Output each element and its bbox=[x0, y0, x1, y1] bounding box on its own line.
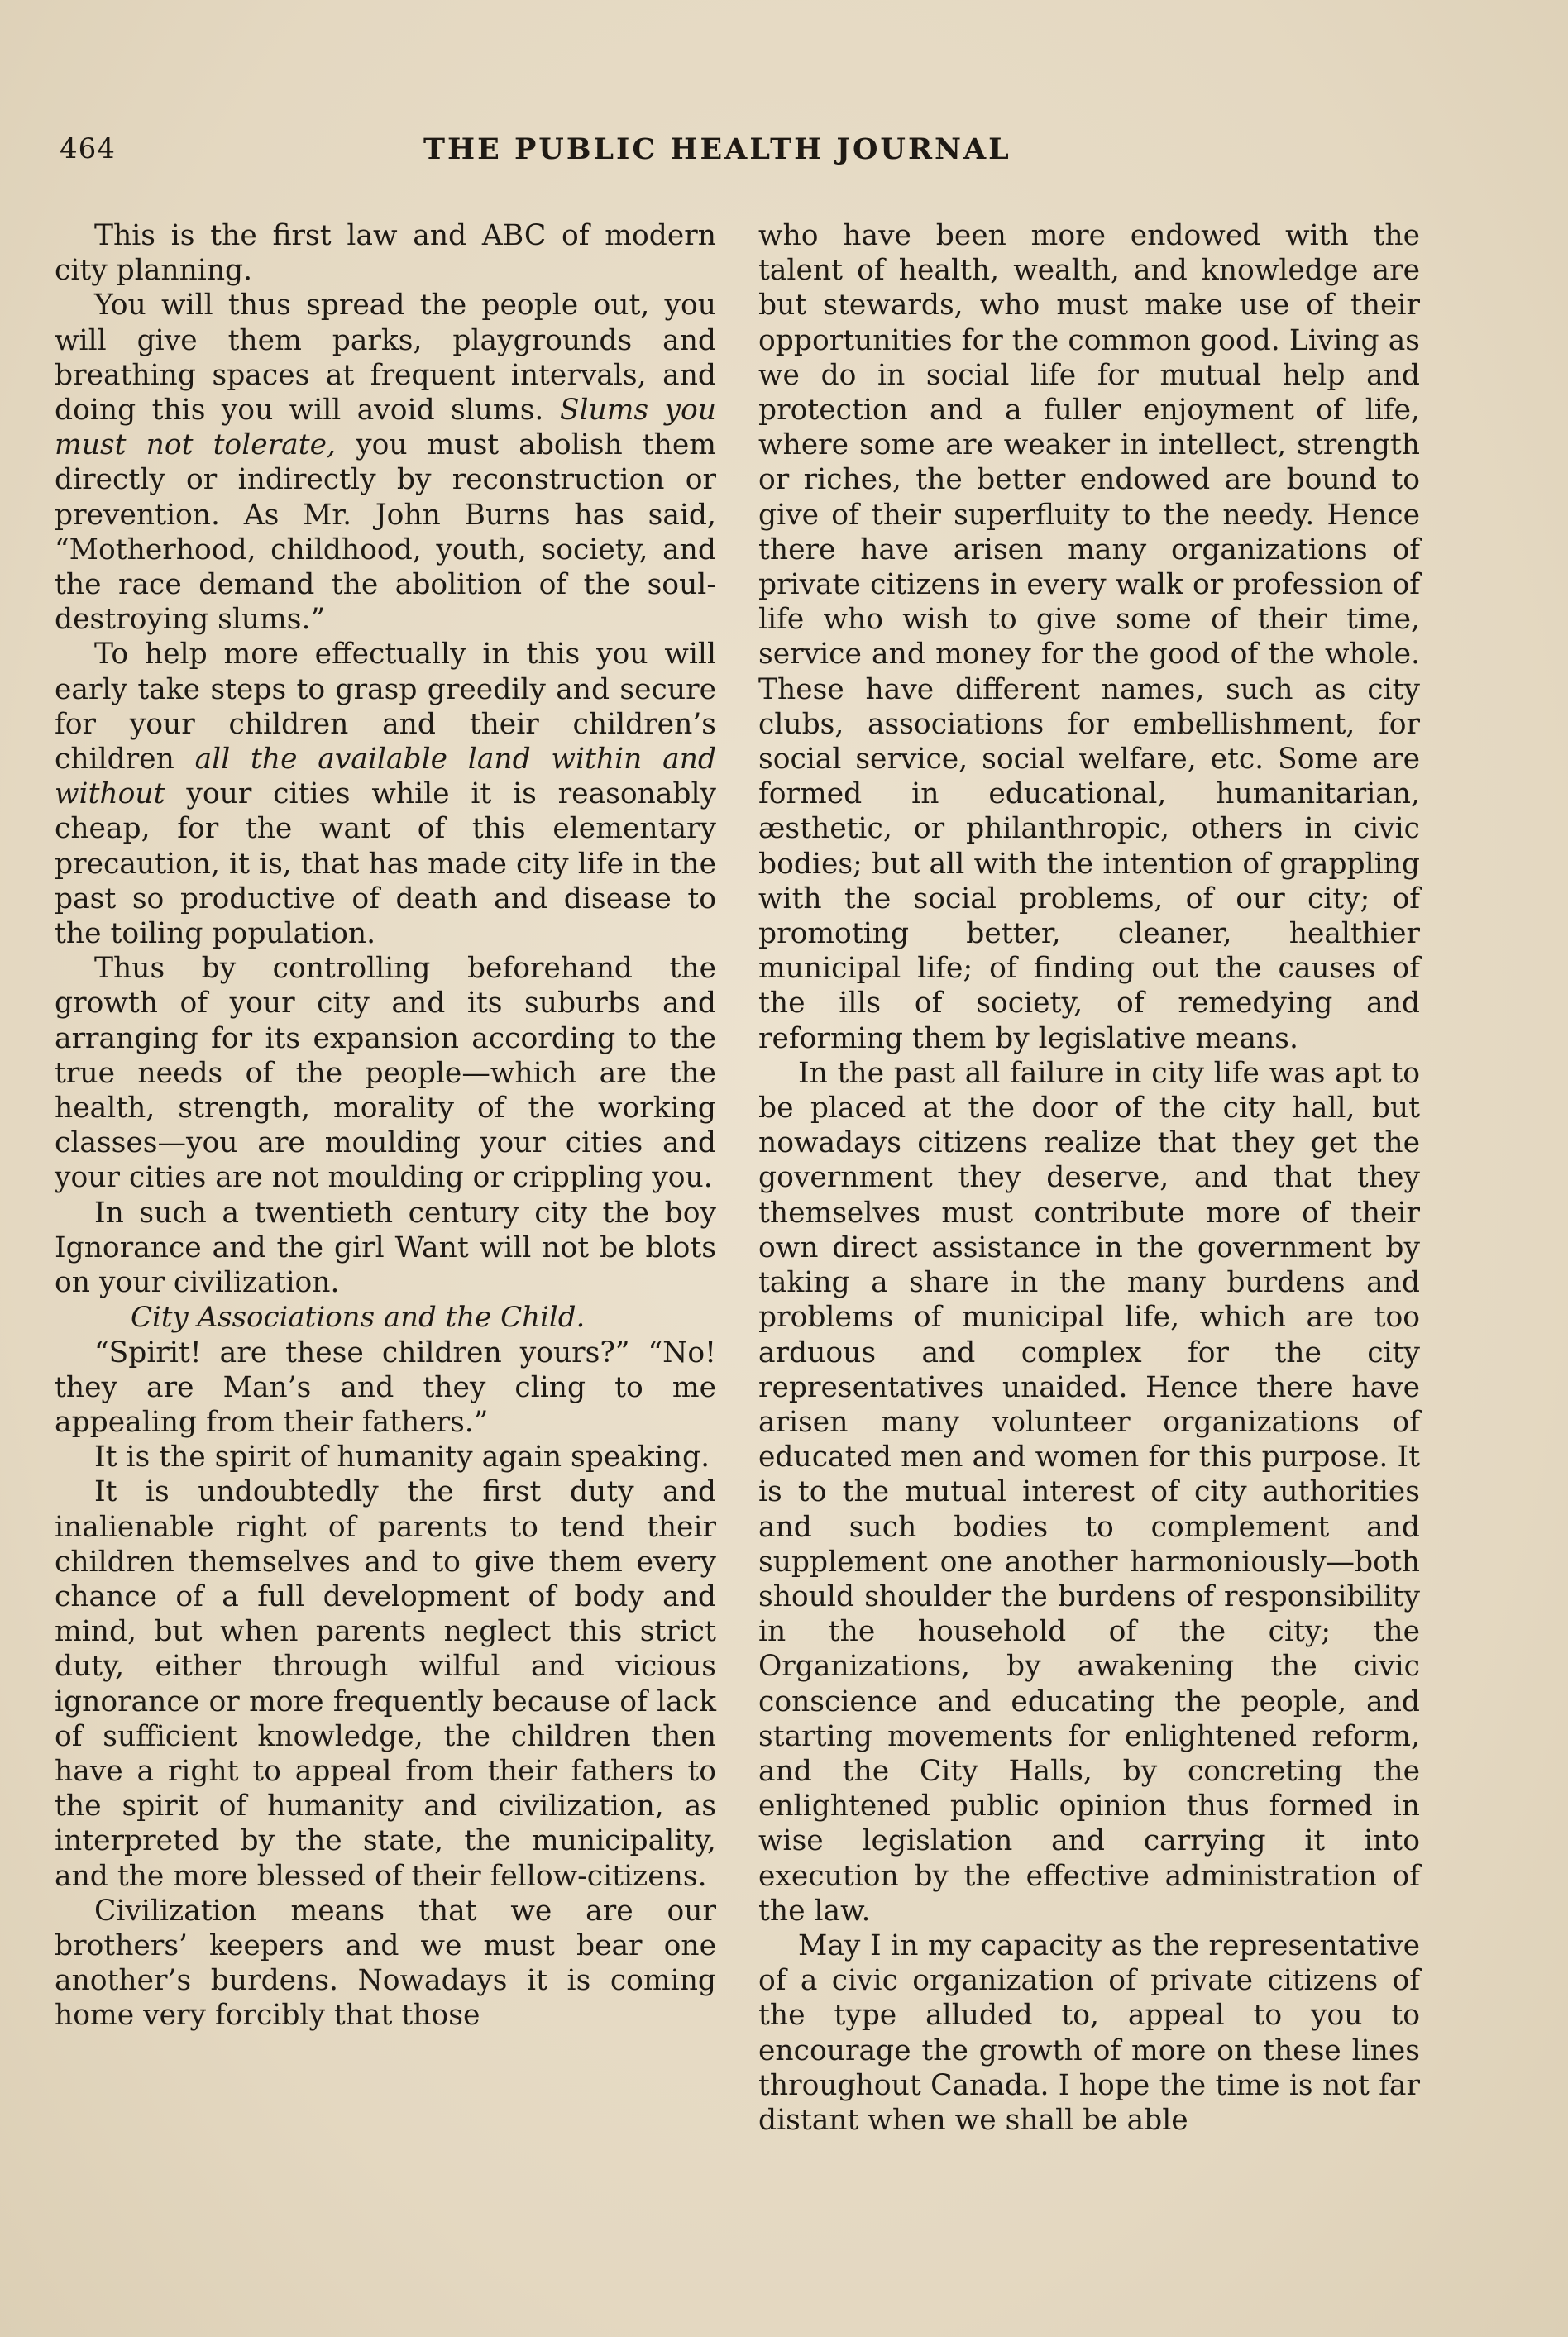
paragraph: “Spirit! are these children yours?” “No! they are Man’s and they cling to me appealing from their fathers.” bbox=[55, 1336, 716, 1439]
paragraph: Civilization means that we are our brothers’ keepers and we must bear one another’s burdens. Nowadays it is coming home very forcibly that those bbox=[55, 1894, 716, 2033]
paragraph bbox=[55, 637, 716, 951]
paragraph-text: You will thus spread the people out, you will give them parks, playgrounds and breathing spaces at frequent intervals, and doing this you will avoid slums. bbox=[55, 289, 716, 428]
left-column bbox=[55, 218, 716, 2034]
right-column bbox=[758, 218, 1420, 2138]
paragraph-text: To help more effectually in this you will early take steps to grasp greedily and secure for your children and their children’s children bbox=[55, 638, 716, 777]
paragraph-text: your cities while it is reasonably cheap, for the want of this elementary precaution, it is, that has made city life in the past so productive of death and disease to the toiling population. bbox=[55, 777, 717, 951]
section-subheading: City Associations and the Child. bbox=[131, 1301, 586, 1335]
paragraph: It is the spirit of humanity again speaking. bbox=[94, 1441, 710, 1474]
page-number: 464 bbox=[60, 132, 116, 165]
paragraph: This is the first law and ABC of modern city planning. bbox=[55, 219, 716, 288]
emphasis-text: Slums you must not tolerate, bbox=[55, 394, 716, 462]
paragraph: Thus by controlling beforehand the growth of your city and its suburbs and arranging for its expansion according to the true needs of the people—which are the health, strength, morality of the working classes—you are moulding your cities and your cities are not moulding or crippling you. bbox=[55, 952, 716, 1195]
page-header bbox=[60, 132, 1465, 182]
paragraph: May I in my capacity as the representative of a civic organization of private citizens of the type alluded to, appeal to you to encourage the growth of more on these lines throughout Canada. I hope the time is not far distant when we shall be able bbox=[758, 1928, 1420, 2137]
paragraph-text: you must abolish them directly or indirectly by reconstruction or prevention. As Mr. John Burns has said, “Motherhood, childhood, youth, society, and the race demand the abolition of the soul-destroying slums.” bbox=[55, 428, 717, 637]
paragraph: It is undoubtedly the first duty and inalienable right of parents to tend their children themselves and to give them every chance of a full development of body and mind, but when parents neglect this strict duty, either through wilful and vicious ignorance or more frequently because of lack of sufficient knowledge, the children then have a right to appeal from their fathers to the spirit of humanity and civilization, as interpreted by the state, the municipality, and the more blessed of their fellow-citizens. bbox=[55, 1475, 716, 1893]
running-title: THE PUBLIC HEALTH JOURNAL bbox=[423, 132, 1011, 166]
emphasis-text: all the available land within and without bbox=[55, 743, 717, 811]
paragraph: who have been more endowed with the talent of health, wealth, and knowledge are but stewards, who must make use of their opportunities for the common good. Living as we do in social life for mutual help and protection and a fuller enjoyment of life, where some are weaker in intellect, strength or riches, the better endowed are bound to give of their superfluity to the needy. Hence there have arisen many organizations of private citizens in every walk or profession of life who wish to give some of their time, service and money for the good of the whole. These have different names, such as city clubs, associations for embellishment, for social service, social welfare, etc. Some are formed in educational, humanitarian, æsthetic, or philanthropic, others in civic bodies; but all with the intention of grappling with the social problems, of our city; of promoting better, cleaner, healthier municipal life; of finding out the causes of the ills of society, of remedying and reforming them by legislative means. bbox=[758, 219, 1420, 1055]
paragraph: In such a twentieth century city the boy Ignorance and the girl Want will not be blots on your civilization. bbox=[55, 1196, 716, 1300]
paragraph bbox=[55, 288, 716, 637]
paragraph: In the past all failure in city life was apt to be placed at the door of the city hall, but nowadays citizens realize that they get the government they deserve, and that they themselves must contribute more of their own direct assistance in the government by taking a share in the many burdens and problems of municipal life, which are too arduous and complex for the city representatives unaided. Hence there have arisen many volunteer organizations of educated men and women for this purpose. It is to the mutual interest of city authorities and such bodies to complement and supplement one another harmoniously—both should shoulder the burdens of responsibility in the household of the city; the Organizations, by awakening the civic conscience and educating the people, and starting movements for enlightened reform, and the City Halls, by concreting the enlightened public opinion thus formed in wise legislation and carrying it into execution by the effective administration of the law. bbox=[758, 1056, 1420, 1928]
